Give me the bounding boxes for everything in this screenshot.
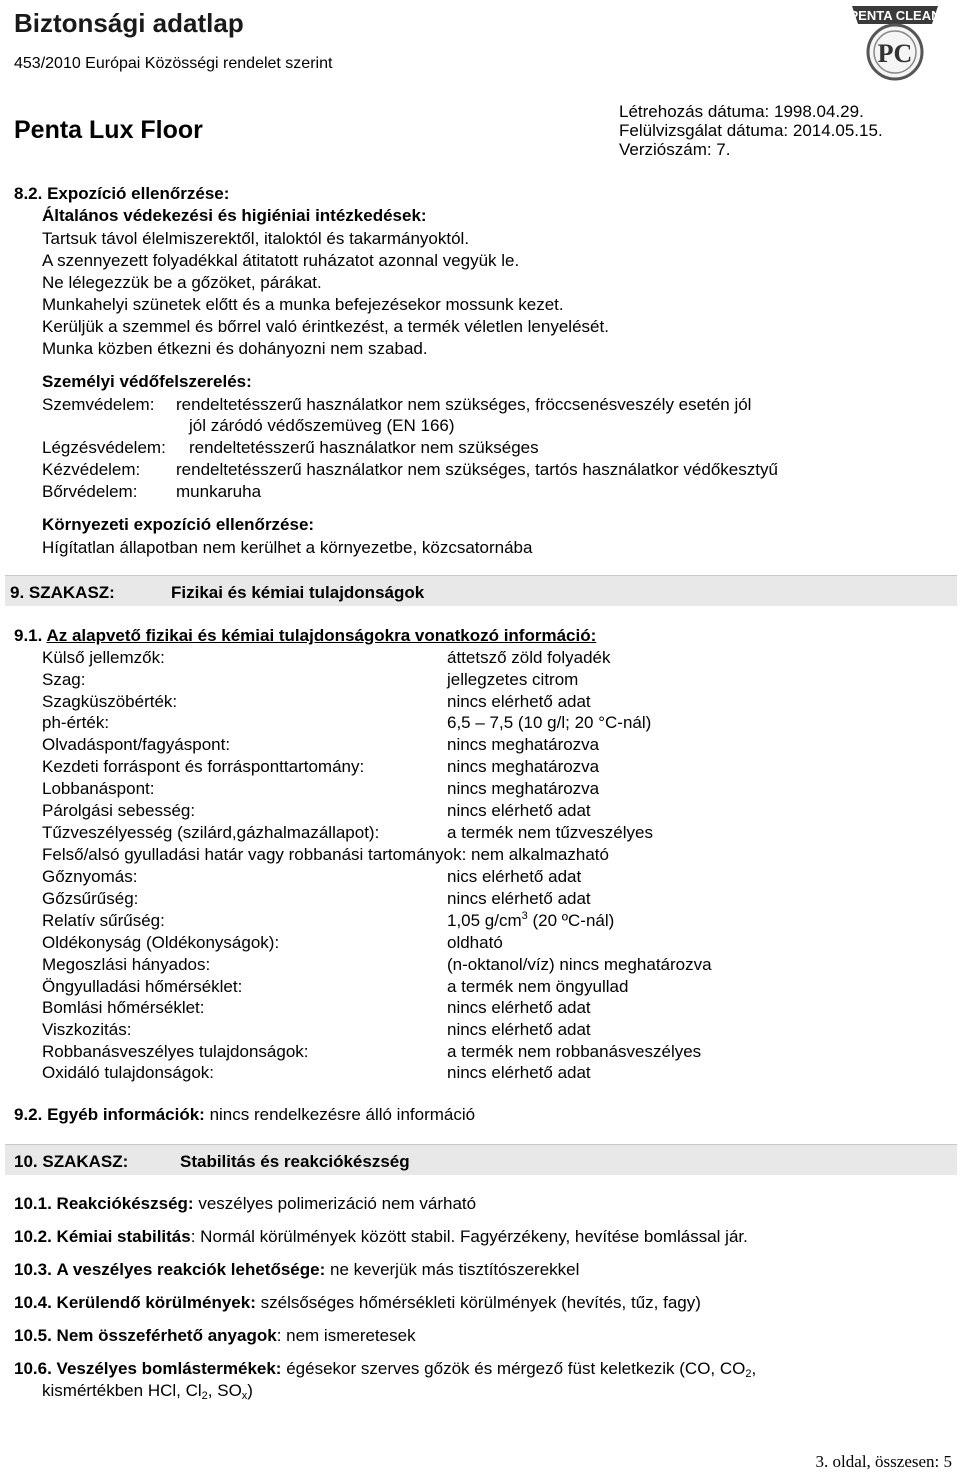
measure-line: Kerüljük a szemmel és bőrrel való érintkezést, a termék véletlen lenyelését.	[42, 317, 609, 336]
property-value: nincs meghatározva	[447, 779, 600, 798]
section-10-band	[5, 1144, 957, 1175]
property-value: jellegzetes citrom	[447, 670, 579, 689]
property-value: oldható	[447, 933, 503, 952]
property-label: Öngyulladási hőmérséklet:	[42, 977, 243, 996]
item-label: A veszélyes reakciók lehetősége:	[56, 1260, 326, 1279]
eye-protection-value: rendeltetésszerű használatkor nem szükséges, fröccsenésveszély esetén jól	[176, 395, 752, 414]
subscript: 2	[745, 1368, 752, 1380]
logo-text: PENTA CLEAN	[849, 8, 941, 23]
item-number: 10.4.	[14, 1293, 52, 1312]
general-measures-heading: Általános védekezési és higiéniai intézkedések:	[42, 206, 427, 225]
item-value-cont: )	[247, 1381, 253, 1400]
property-label: Kezdeti forráspont és forrásponttartomány:	[42, 757, 365, 776]
item-value-cont: , SO	[207, 1381, 242, 1400]
property-label: Külső jellemzők:	[42, 648, 165, 667]
hand-protection-value: rendeltetésszerű használatkor nem szükséges, tartós használatkor védőkesztyű	[176, 460, 778, 479]
property-label: Párolgási sebesség:	[42, 801, 196, 820]
density-exponent: 3	[521, 910, 528, 922]
eye-protection-value-cont: jól záródó védőszemüveg (EN 166)	[189, 416, 455, 435]
item-number: 10.3.	[14, 1260, 52, 1279]
section-9-number: 9. SZAKASZ:	[10, 583, 115, 602]
item-value: : nem ismeretesek	[276, 1326, 416, 1345]
skin-protection-label: Bőrvédelem:	[42, 482, 138, 501]
property-label: Viszkozitás:	[42, 1020, 132, 1039]
section-9-1-title: Az alapvető fizikai és kémiai tulajdonságokra vonatkozó információ:	[46, 626, 597, 645]
section-9-1-number: 9.1.	[14, 626, 43, 645]
property-value: (n-oktanol/víz) nincs meghatározva	[447, 955, 712, 974]
property-label: Gőznyomás:	[42, 867, 138, 886]
measure-line: A szennyezett folyadékkal átitatott ruházatot azonnal vegyük le.	[42, 251, 520, 270]
section-10-item	[14, 1195, 476, 1212]
section-10-item	[14, 1294, 701, 1311]
property-label: Lobbanáspont:	[42, 779, 155, 798]
environmental-exposure-value: Hígítatlan állapotban nem kerülhet a környezetbe, közcsatornába	[42, 538, 533, 557]
product-name: Penta Lux Floor	[14, 116, 203, 144]
property-value: a termék nem öngyullad	[447, 977, 629, 996]
property-value-density	[447, 912, 614, 929]
measure-line: Munka közben étkezni és dohányozni nem szabad.	[42, 339, 428, 358]
item-value: : Normál körülmények között stabil. Fagyérzékeny, hevítése bomlással jár.	[190, 1227, 748, 1246]
property-label: Oxidáló tulajdonságok:	[42, 1063, 215, 1082]
property-label: Szagküszöbérték:	[42, 692, 178, 711]
section-10-item	[14, 1359, 757, 1380]
property-value: nincs elérhető adat	[447, 889, 591, 908]
property-value: nincs elérhető adat	[447, 692, 591, 711]
item-value-cont: kismértékben HCl, Cl	[42, 1381, 202, 1400]
property-value: nincs elérhető adat	[447, 998, 591, 1017]
property-label: Szag:	[42, 670, 86, 689]
document-title: Biztonsági adatlap	[14, 8, 244, 38]
item-value: veszélyes polimerizáció nem várható	[198, 1194, 477, 1213]
item-label: Kerülendő körülmények:	[56, 1293, 256, 1312]
eye-protection-label: Szemvédelem:	[42, 395, 155, 414]
measure-line: Tartsuk távol élelmiszerektől, italoktól és takarmányoktól.	[42, 229, 470, 248]
property-label: Gőzsűrűség:	[42, 889, 139, 908]
property-label: ph-érték:	[42, 713, 110, 732]
section-10-item	[14, 1261, 579, 1278]
page-number: 3. oldal, összesen: 5	[815, 1452, 952, 1471]
subscript: 2	[201, 1390, 208, 1402]
property-label: Olvadáspont/fagyáspont:	[42, 735, 231, 754]
respiratory-protection-label: Légzésvédelem:	[42, 438, 166, 457]
section-10-item	[14, 1228, 748, 1245]
property-label: Oldékonyság (Oldékonyságok):	[42, 933, 280, 952]
item-number: 10.5.	[14, 1326, 52, 1345]
skin-protection-value: munkaruha	[176, 482, 262, 501]
section-9-2-label: 9.2. Egyéb információk:	[14, 1105, 205, 1124]
section-9-2-value: nincs rendelkezésre álló információ	[209, 1105, 476, 1124]
property-label: Megoszlási hányados:	[42, 955, 211, 974]
property-value: nics elérhető adat	[447, 867, 582, 886]
subscript: x	[241, 1390, 248, 1402]
section-9-1-heading	[14, 627, 596, 644]
section-9-title: Fizikai és kémiai tulajdonságok	[171, 583, 425, 602]
section-8-2-heading: 8.2. Expozíció ellenőrzése:	[14, 184, 230, 203]
revised-date: Felülvizsgálat dátuma: 2014.05.15.	[619, 121, 883, 140]
property-value: nincs meghatározva	[447, 757, 600, 776]
regulation-note: 453/2010 Európai Közösségi rendelet szerint	[14, 55, 333, 72]
property-value: a termék nem robbanásveszélyes	[447, 1042, 702, 1061]
density-value: 1,05 g/cm	[447, 911, 522, 930]
item-value-cont: ,	[751, 1359, 757, 1378]
version-number: Verziószám: 7.	[619, 140, 731, 159]
created-date: Létrehozás dátuma: 1998.04.29.	[619, 102, 864, 121]
property-label: Tűzveszélyesség (szilárd,gázhalmazállapot):	[42, 823, 380, 842]
density-condition: (20 ºC-nál)	[527, 911, 615, 930]
section-9-2	[14, 1106, 475, 1123]
property-value: a termék nem tűzveszélyes	[447, 823, 653, 842]
property-label: Robbanásveszélyes tulajdonságok:	[42, 1042, 309, 1061]
logo-initials: PC	[877, 39, 913, 68]
property-label: Relatív sűrűség:	[42, 911, 165, 930]
property-value: 6,5 – 7,5 (10 g/l; 20 °C-nál)	[447, 713, 652, 732]
item-number: 10.6.	[14, 1359, 52, 1378]
item-number: 10.2.	[14, 1227, 52, 1246]
ppe-heading: Személyi védőfelszerelés:	[42, 372, 252, 391]
item-value: ne keverjük más tisztítószerekkel	[329, 1260, 580, 1279]
property-value: nincs elérhető adat	[447, 801, 591, 820]
item-label: Reakciókészség:	[56, 1194, 194, 1213]
property-label: Felső/alsó gyulladási határ vagy robbanási tartományok: nem alkalmazható	[42, 845, 609, 864]
environmental-exposure-heading: Környezeti expozíció ellenőrzése:	[42, 515, 315, 534]
penta-clean-logo	[840, 2, 950, 84]
section-10-number: 10. SZAKASZ:	[14, 1152, 129, 1171]
section-10-item-cont	[42, 1381, 253, 1402]
section-10-item	[14, 1327, 416, 1344]
section-10-title: Stabilitás és reakciókészség	[180, 1152, 410, 1171]
property-value: nincs elérhető adat	[447, 1063, 591, 1082]
property-value: áttetsző zöld folyadék	[447, 648, 611, 667]
hand-protection-label: Kézvédelem:	[42, 460, 141, 479]
item-label: Veszélyes bomlástermékek:	[56, 1359, 282, 1378]
measure-line: Ne lélegezzük be a gőzöket, párákat.	[42, 273, 322, 292]
property-value: nincs meghatározva	[447, 735, 600, 754]
item-number: 10.1.	[14, 1194, 52, 1213]
property-label: Bomlási hőmérséklet:	[42, 998, 205, 1017]
item-value: szélsőséges hőmérsékleti körülmények (hevítés, tűz, fagy)	[260, 1293, 701, 1312]
item-label: Nem összeférhető anyagok	[56, 1326, 277, 1345]
item-label: Kémiai stabilitás	[56, 1227, 191, 1246]
item-value: égésekor szerves gőzök és mérgező füst keletkezik (CO, CO	[286, 1359, 746, 1378]
respiratory-protection-value: rendeltetésszerű használatkor nem szükséges	[189, 438, 539, 457]
property-value: nincs elérhető adat	[447, 1020, 591, 1039]
section-9-band	[5, 575, 957, 606]
measure-line: Munkahelyi szünetek előtt és a munka befejezésekor mossunk kezet.	[42, 295, 564, 314]
